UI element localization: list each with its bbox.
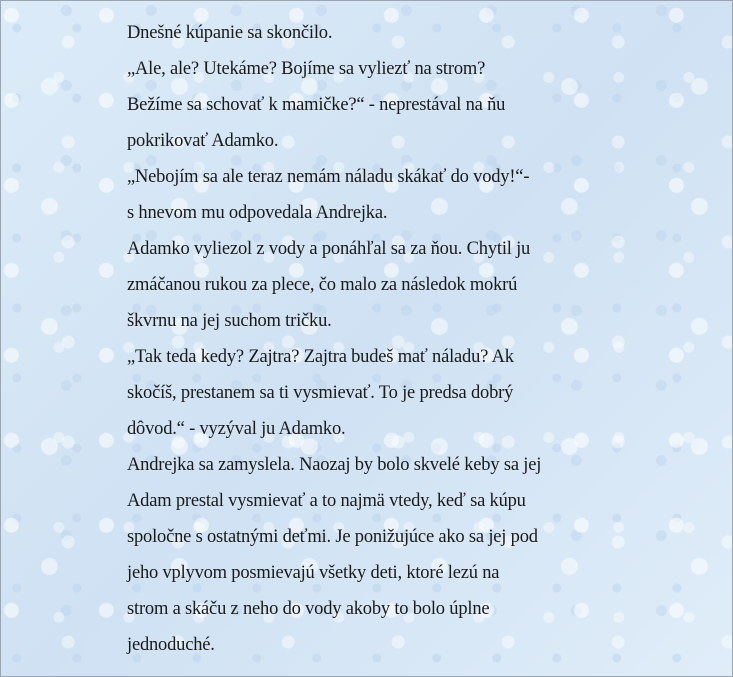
text-line: s hnevom mu odpovedala Andrejka.	[127, 203, 388, 223]
text-line: Dnešné kúpanie sa skončilo.	[127, 23, 333, 43]
text-line: dôvod.“ - vyzýval ju Adamko.	[127, 419, 346, 439]
text-line: Adam prestal vysmievať a to najmä vtedy, keď sa kúpu	[127, 491, 526, 511]
text-line: jeho vplyvom posmievajú všetky deti, ktoré lezú na	[127, 563, 500, 583]
text-line: Andrejka sa zamyslela. Naozaj by bolo skvelé keby sa jej	[127, 455, 542, 475]
text-line: pokrikovať Adamko.	[127, 131, 279, 151]
text-line: „Tak teda kedy? Zajtra? Zajtra budeš mať náladu? Ak	[127, 347, 514, 367]
text-line: skočíš, prestanem sa ti vysmievať. To je predsa dobrý	[127, 383, 514, 403]
text-line: „Ale, ale? Utekáme? Bojíme sa vyliezť na strom?	[127, 59, 486, 79]
text-line: Bežíme sa schovať k mamičke?“ - neprestával na ňu	[127, 95, 506, 115]
text-line: strom a skáču z neho do vody akoby to bolo úplne	[127, 599, 490, 619]
text-line: spoločne s ostatnými deťmi. Je ponižujúce ako sa jej pod	[127, 527, 538, 547]
story-text	[127, 17, 627, 665]
text-line: jednoduché.	[127, 635, 215, 655]
text-line: „Nebojím sa ale teraz nemám náladu skákať do vody!“-	[127, 167, 530, 187]
text-line: Adamko vyliezol z vody a ponáhľal sa za ňou. Chytil ju	[127, 239, 531, 259]
text-line: zmáčanou rukou za plece, čo malo za následok mokrú	[127, 275, 518, 295]
text-line: škvrnu na jej suchom tričku.	[127, 311, 332, 331]
